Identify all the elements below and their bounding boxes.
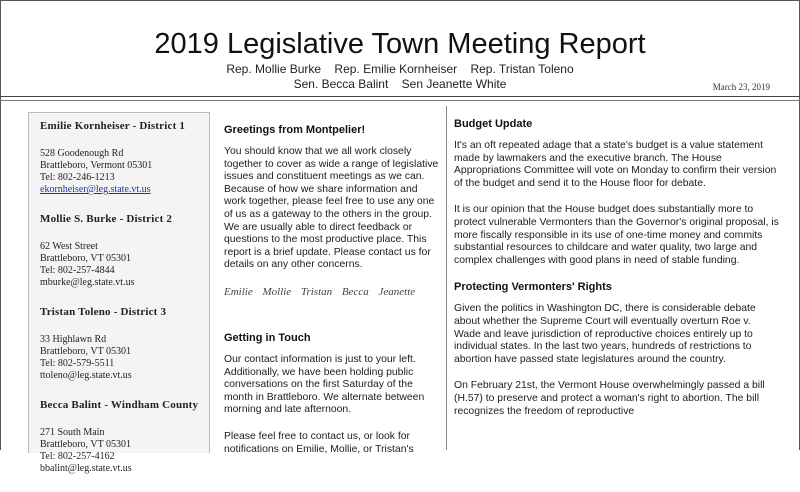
contact-address: 528 Goodenough Rd — [40, 148, 124, 159]
contact-phone: Tel: 802-257-4844 — [40, 265, 115, 276]
report-title: 2019 Legislative Town Meeting Report — [154, 28, 646, 60]
middle-column — [224, 124, 442, 470]
contact-card — [40, 399, 210, 475]
greetings-body: You should know that we all work closely together to cover as wide a range of legislative issues and constituent meetings as we can. Because of how we share information and work together, please feel free to use any one of us as a gateway to the others in the group. We are usually able to direct feedback or questions to the most productive place. This report is a brief update. Please contact us for details on any other concerns. — [224, 146, 439, 271]
contact-list — [40, 120, 210, 492]
budget-heading: Budget Update — [454, 118, 533, 130]
contact-name: Mollie S. Burke - District 2 — [40, 213, 173, 225]
greetings-heading: Greetings from Montpelier! — [224, 124, 366, 136]
signature: Jeanette — [378, 285, 416, 298]
getting-in-touch-heading: Getting in Touch — [224, 331, 311, 344]
contact-card — [40, 213, 210, 289]
contact-name: Emilie Kornheiser - District 1 — [40, 120, 186, 132]
rights-paragraph-2: On February 21st, the Vermont House overwhelmingly passed a bill (H.57) to preserve and protect a woman's right to abortion. The bill recognizes the freedom of reproductive — [454, 380, 765, 417]
contact-city: Brattleboro, VT 05301 — [40, 346, 132, 357]
report-header — [0, 0, 800, 100]
signature: Tristan — [300, 285, 333, 298]
contact-email-link[interactable]: ekornheiser@leg.state.vt.us — [40, 184, 151, 195]
contact-card — [40, 120, 210, 196]
signature-line — [224, 286, 442, 298]
sen-name: Sen. Becca Balint — [293, 77, 389, 91]
rights-heading: Protecting Vermonters' Rights — [454, 281, 612, 294]
report-date: March 23, 2019 — [712, 82, 770, 92]
contact-email: mburke@leg.state.vt.us — [40, 277, 135, 288]
rep-name: Rep. Mollie Burke — [226, 62, 322, 76]
rep-name: Rep. Tristan Toleno — [470, 62, 574, 76]
getting-in-touch-paragraph-2: Please feel free to contact us, or look for notifications on Emilie, Mollie, or Tristan's — [224, 430, 414, 455]
sen-name: Sen Jeanette White — [401, 77, 507, 91]
contact-city: Brattleboro, VT 05301 — [40, 253, 132, 264]
signature: Emilie — [224, 285, 253, 298]
budget-paragraph-1: It's an oft repeated adage that a state's budget is a value statement made by lawmakers and the executive branch. The House Appropriations Committee will vote on Monday to confirm their version of the budget and send it to the House floor for debate. — [454, 140, 777, 189]
contact-city: Brattleboro, Vermont 05301 — [40, 160, 153, 171]
contact-phone: Tel: 802-579-5511 — [40, 358, 115, 369]
rep-name: Rep. Emilie Kornheiser — [334, 62, 458, 76]
contact-name: Becca Balint - Windham County — [40, 399, 199, 411]
signature: Mollie — [262, 285, 292, 298]
contact-city: Brattleboro, VT 05301 — [40, 439, 132, 450]
contact-card — [40, 306, 210, 382]
contact-phone: Tel: 802-246-1213 — [40, 172, 115, 183]
contact-address: 62 West Street — [40, 241, 98, 252]
contact-email: ttoleno@leg.state.vt.us — [40, 370, 132, 381]
signature: Becca — [341, 285, 369, 298]
contact-address: 271 South Main — [40, 427, 105, 438]
contact-name: Tristan Toleno - District 3 — [40, 306, 167, 318]
rights-paragraph-1: Given the politics in Washington DC, there is considerable debate about whether the Supreme Court will eventually overturn Roe v. Wade and leave jurisdiction of reproductive choices entirely up to individual states. In the last two years, hundreds of restrictions to abortion have passed state legislatures around the country. — [454, 303, 756, 365]
senators-line — [0, 77, 800, 91]
representatives-line — [0, 62, 800, 76]
header-rule-secondary — [0, 100, 800, 101]
contact-phone: Tel: 802-257-4162 — [40, 451, 115, 462]
contact-email: bbalint@leg.state.vt.us — [40, 463, 132, 474]
column-divider — [446, 106, 447, 450]
getting-in-touch-paragraph-1: Our contact information is just to your left. Additionally, we have been holding public conversations on the first Saturday of the month in Brattleboro. We alternate between morning and late afternoon. — [224, 353, 425, 416]
right-column — [454, 118, 780, 432]
budget-paragraph-2: It is our opinion that the House budget does substantially more to protect vulnerable Vermonters than the Governor's original proposal, is more fiscally responsible in its use of one-time money and commits substantial resources to childcare and water quality, two large and complex challenges with good plans in need of stable funding. — [454, 204, 779, 266]
header-rule — [0, 96, 800, 97]
contact-address: 33 Highlawn Rd — [40, 334, 107, 345]
